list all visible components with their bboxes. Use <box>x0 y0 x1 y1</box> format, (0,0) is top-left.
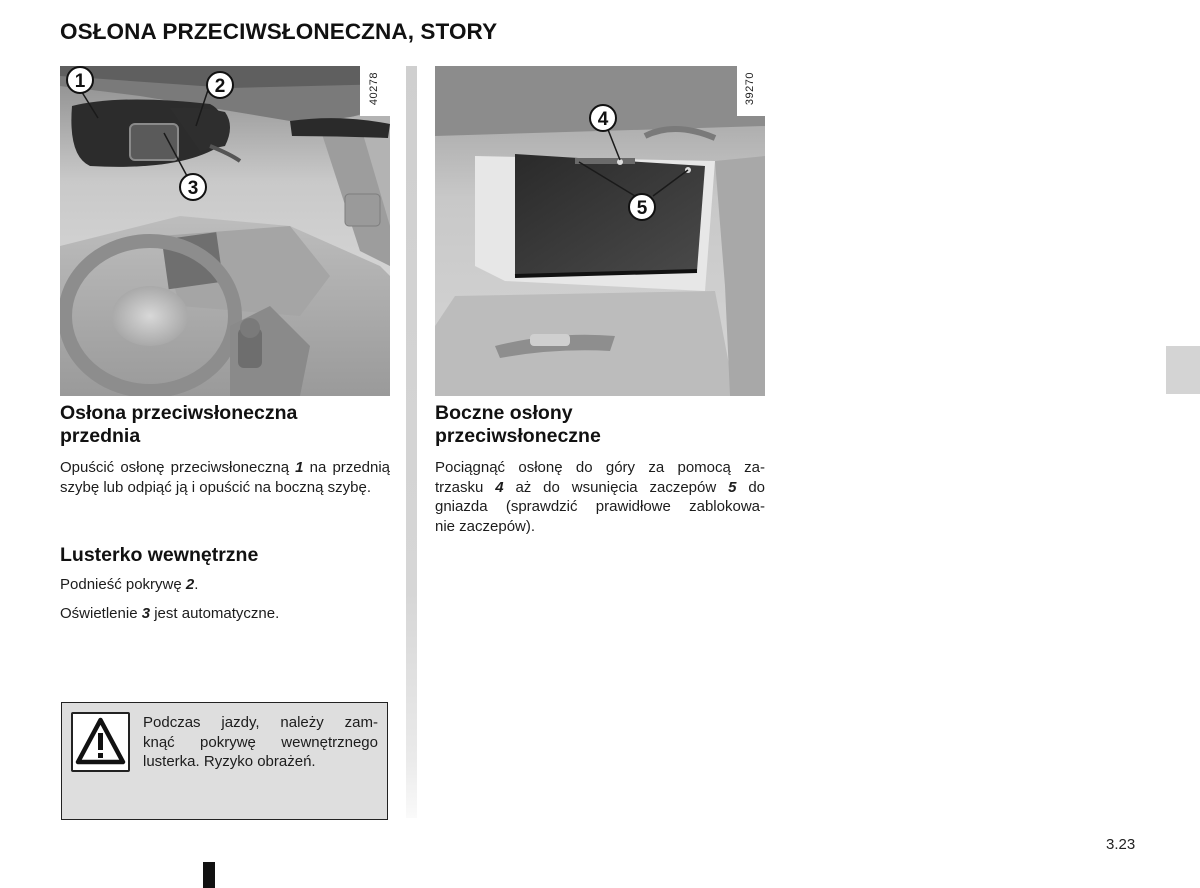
callout-3: 3 <box>187 178 199 199</box>
figure-code: 40278 <box>368 72 380 106</box>
figure-code: 39270 <box>744 72 756 106</box>
callout-5: 5 <box>636 198 648 219</box>
chapter-tab <box>1166 346 1200 394</box>
warning-text: Podczas jazdy, należy zam- knąć pokrywę wewnętrznego lusterka. Ryzyko obrażeń. <box>143 714 378 770</box>
section-mirror <box>60 544 390 623</box>
section-heading: Osłona przeciwsłoneczna przednia <box>60 402 298 447</box>
callout-1: 1 <box>74 71 86 92</box>
section-side-visors <box>435 402 765 536</box>
print-mark <box>203 862 215 888</box>
section-heading: Lusterko wewnętrzne <box>60 544 259 566</box>
section-text: Pociągnąć osłonę do góry za pomocą za- trzasku 4 aż do wsunięcia zaczepów 5 do gniazda (sprawdzić prawidłowe zablokowa- nie zaczepów). <box>435 459 766 535</box>
section-front-visor <box>60 402 390 497</box>
figure-side-sunblind <box>435 66 765 396</box>
column-divider <box>406 66 417 818</box>
section-text: Podnieść pokrywę 2. <box>60 576 199 593</box>
callout-4: 4 <box>597 109 609 130</box>
figure-sun-visor-front <box>60 66 390 396</box>
callout-2: 2 <box>214 76 226 97</box>
warning-icon <box>71 712 130 772</box>
section-text: Opuścić osłonę przeciwsłoneczną 1 na przednią szybę lub odpiąć ją i opuścić na boczną szybę. <box>60 459 390 496</box>
page-title: OSŁONA PRZECIWSŁONECZNA, STORY <box>60 19 498 44</box>
section-heading: Boczne osłony przeciwsłoneczne <box>435 402 601 447</box>
rear-door-illustration <box>435 66 765 396</box>
section-text: Oświetlenie 3 jest automatyczne. <box>60 604 280 622</box>
interior-front-illustration <box>60 66 390 396</box>
page-number: 3.23 <box>1106 836 1136 853</box>
